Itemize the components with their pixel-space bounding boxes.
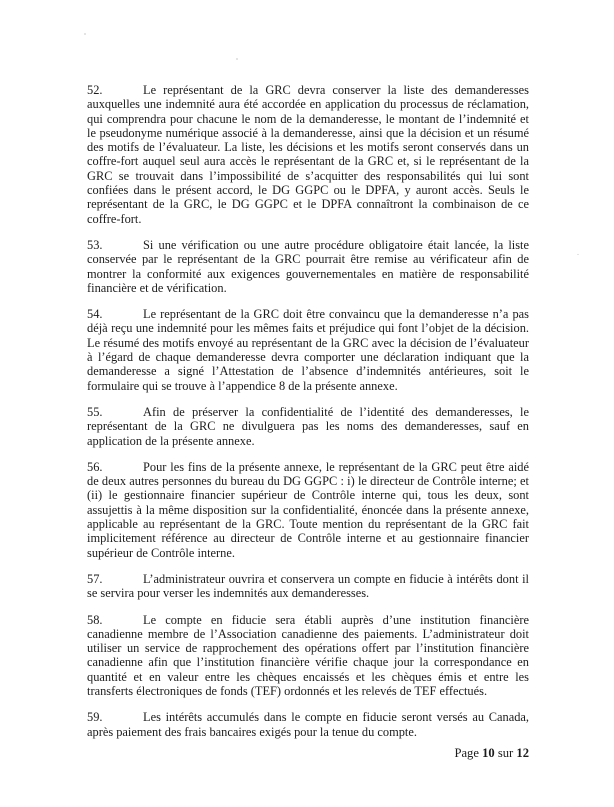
- footer-current-page: 10: [482, 746, 495, 760]
- footer-total-pages: 12: [516, 746, 529, 760]
- paragraph-text: Le compte en fiducie sera établi auprès d’une institution financière canadienne membre de l’Association canadienne des paiements. L’administrateur doit utiliser un service de rapprochement des opérations offert par l’institution financière canadienne afin que l’institution financière vérifie chaque jour la correspondance en quantité et en valeur entre les chèques encaissés et les chèques émis et entre les transferts électroniques de fonds (TEF) ordonnés et les relevés de TEF effectués.: [87, 612, 529, 698]
- paragraph-53: [87, 238, 529, 295]
- paragraph-59: [87, 710, 529, 739]
- scan-speckle: [236, 58, 238, 60]
- paragraph-57: [87, 572, 529, 601]
- paragraph-number: 56.: [87, 459, 103, 474]
- paragraph-text: Les intérêts accumulés dans le compte en fiducie seront versés au Canada, après paiement des frais bancaires exigés pour la tenue du compte.: [87, 710, 529, 739]
- paragraph-text: Pour les fins de la présente annexe, le représentant de la GRC peut être aidé de deux autres personnes du bureau du DG GGPC : i) le directeur de Contrôle interne; et (ii) le gestionnaire financier supérieur de Contrôle interne qui, tous les deux, sont assujettis à la même disposition sur la confidentialité, énoncée dans la présente annexe, applicable au représentant de la GRC. Toute mention du représentant de la GRC fait implicitement référence au directeur de Contrôle interne et au gestionnaire financier supérieur de Contrôle interne.: [87, 459, 529, 560]
- footer-separator: sur: [497, 746, 514, 760]
- paragraph-number: 57.: [87, 571, 103, 586]
- paragraph-52: [87, 83, 529, 226]
- paragraph-text: Afin de préserver la confidentialité de l’identité des demanderesses, le représentant de la GRC ne divulguera pas les noms des demanderesses, sauf en application de la présente annexe.: [87, 404, 529, 448]
- footer-page-label: Page: [454, 746, 479, 760]
- paragraph-text: Si une vérification ou une autre procédure obligatoire était lancée, la liste conservée par le représentant de la GRC pourrait être remise au vérificateur afin de montrer la conformité aux exigences gouvernementales en matière de responsabilité financière et de vérification.: [87, 237, 529, 295]
- paragraph-55: [87, 405, 529, 448]
- paragraph-number: 52.: [87, 83, 103, 97]
- scan-speckle: [577, 254, 579, 255]
- paragraph-56: [87, 460, 529, 560]
- paragraph-number: 53.: [87, 237, 103, 252]
- paragraph-text: Le représentant de la GRC doit être convaincu que la demanderesse n’a pas déjà reçu une indemnité pour les mêmes faits et préjudice qui font l’objet de la décision. Le résumé des motifs envoyé au représentant de la GRC avec la décision de l’évaluateur à l’égard de chaque demanderesse devra comporter une déclaration indiquant que la demanderesse a signé l’Attestation de l’absence d’indemnités antérieures, soit le formulaire qui se trouve à l’appendice 8 de la présente annexe.: [87, 307, 529, 393]
- paragraph-number: 59.: [87, 710, 103, 725]
- paragraph-text: L’administrateur ouvrira et conservera un compte en fiducie à intérêts dont il se servira pour verser les indemnités aux demanderesses.: [87, 571, 529, 601]
- document-body: [87, 83, 529, 739]
- paragraph-text: Le représentant de la GRC devra conserver la liste des demanderesses auxquelles une indemnité aura été accordée en application du processus de réclamation, qui comprendra pour chacune le nom de la demanderesse, le montant de l’indemnité et le pseudonyme numérique associé à la demanderesse, ainsi que la décision et un résumé des motifs de l’évaluateur. La liste, les décisions et les motifs seront conservés dans un coffre-fort auquel seul aura accès le représentant de la GRC et, si le représentant de la GRC se trouvait dans l’impossibilité de s’acquitter des responsabilités qui lui sont confiées dans le présent accord, le DG GGPC ou le DPFA, y auront accès. Seuls le représentant de la GRC, le DG GGPC et le DPFA connaîtront la combinaison de ce coffre-fort.: [87, 83, 529, 226]
- scan-speckle: [84, 33, 86, 35]
- paragraph-number: 54.: [87, 307, 103, 322]
- paragraph-number: 58.: [87, 612, 103, 627]
- paragraph-54: [87, 307, 529, 393]
- paragraph-58: [87, 613, 529, 699]
- paragraph-number: 55.: [87, 404, 103, 419]
- page-number-footer: [87, 746, 529, 761]
